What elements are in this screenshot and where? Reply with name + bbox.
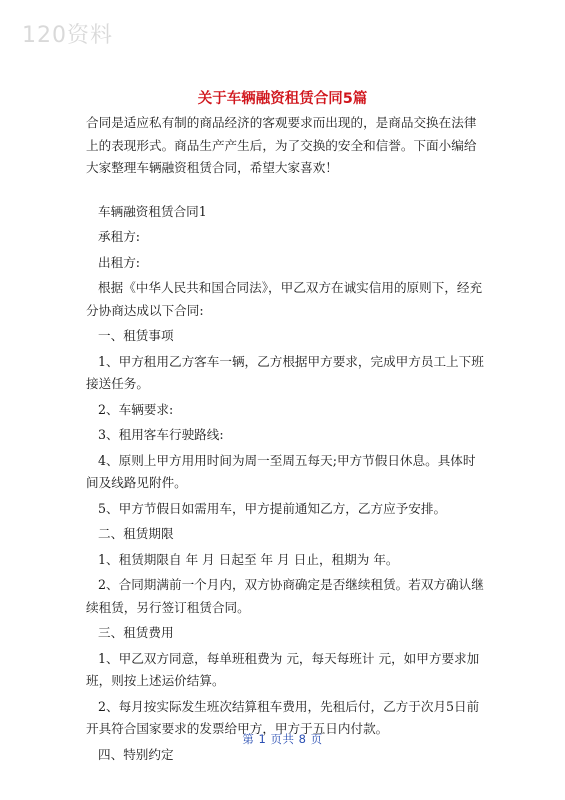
section-heading-lease-fees: 三、租赁费用 (98, 625, 174, 640)
clause-1-3: 3、租用客车行驶路线: (98, 427, 224, 442)
section-heading-special-terms: 四、特别约定 (98, 746, 174, 762)
clause-3-2: 2、每月按实际发生班次结算租车费用，先租后付，乙方于次月5日前开具符合国家要求的发票给甲方，甲方于五日内付款。 (86, 698, 480, 736)
document-title: 关于车辆融资租赁合同5篇 (197, 91, 368, 107)
clause-3-1: 1、甲乙双方同意，每单班租费为 元，每天每班计 元，如甲方要求加班，则按上述运价结算。 (86, 650, 480, 688)
clause-1-2: 2、车辆要求: (98, 401, 174, 417)
watermark: 120资料 (22, 23, 113, 48)
clause-1-4: 4、原则上甲方用用时间为周一至周五每天;甲方节假日休息。具体时间及线路见附件。 (86, 452, 476, 490)
clause-1-5: 5、甲方节假日如需用车，甲方提前通知乙方，乙方应予安排。 (98, 500, 447, 516)
lessee-line: 承租方: (98, 229, 141, 244)
clause-2-2: 2、合同期满前一个月内，双方协商确定是否继续租赁。若双方确认继续租赁，另行签订租赁合同。 (86, 577, 484, 615)
intro-paragraph: 合同是适应私有制的商品经济的客观要求而出现的，是商品交换在法律上的表现形式。商品生产产生后，为了交换的安全和信誉。下面小编给大家整理车辆融资租赁合同，希望大家喜欢！ (86, 115, 477, 175)
document-body (86, 112, 486, 769)
clause-2-1: 1、租赁期限自 年 月 日起至 年 月 日止，租期为 年。 (98, 551, 399, 567)
preamble-paragraph: 根据《中华人民共和国合同法》，甲乙双方在诚实信用的原则下，经充分协商达成以下合同: (86, 280, 483, 318)
section-heading-lease-term: 二、租赁期限 (98, 526, 174, 541)
clause-1-1: 1、甲方租用乙方客车一辆，乙方根据甲方要求，完成甲方员工上下班接送任务。 (86, 353, 484, 391)
page-number-footer: 第 1 页共 8 页 (242, 732, 323, 746)
lessor-line: 出租方: (98, 254, 141, 270)
section-heading-lease-items: 一、租赁事项 (98, 328, 174, 343)
section-spacer (86, 183, 486, 201)
contract-heading: 车辆融资租赁合同1 (98, 203, 207, 219)
